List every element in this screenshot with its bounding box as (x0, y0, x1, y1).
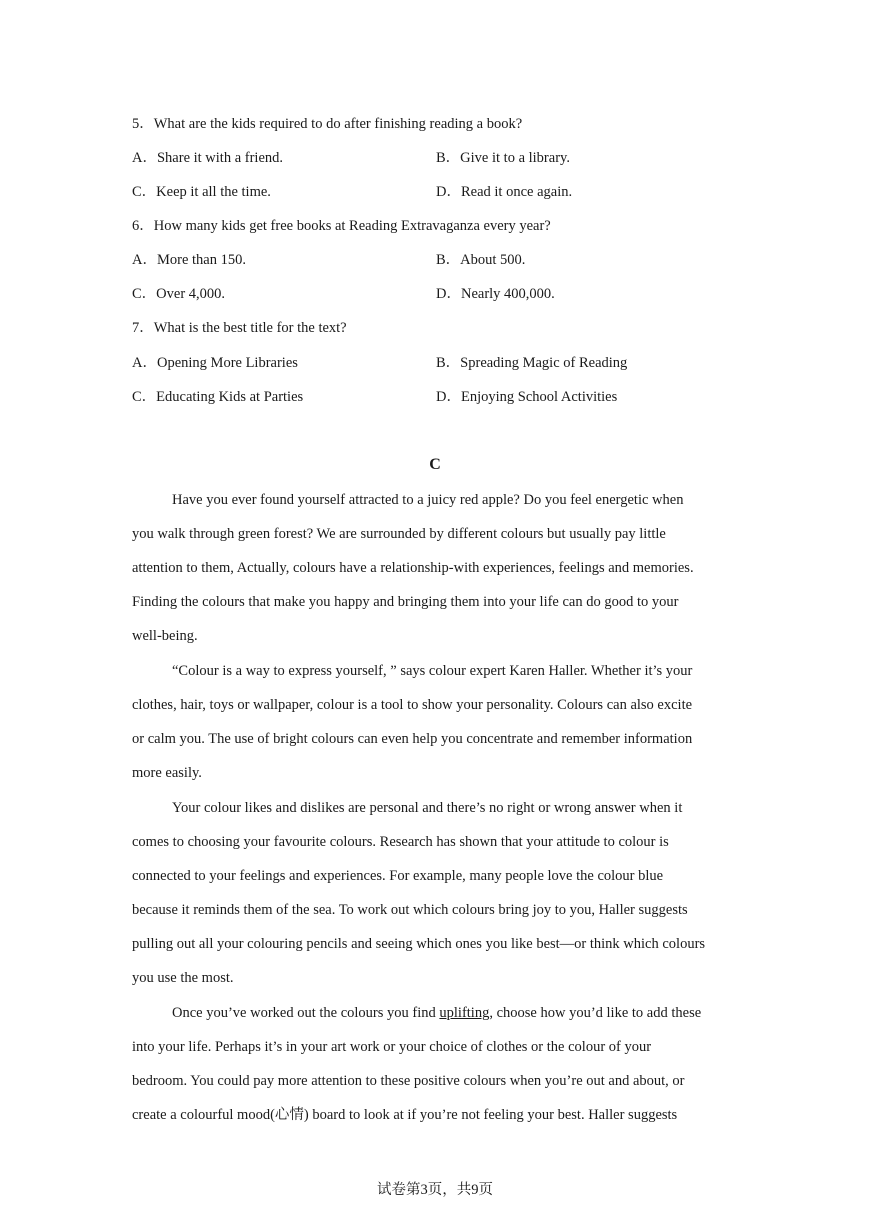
text-run: , choose how you’d like to add these (489, 1005, 702, 1021)
option-text: Opening More Libraries (156, 355, 298, 371)
paragraph-line: bedroom. You could pay more attention to these positive colours when you’re out and about, or (132, 1073, 685, 1089)
question-7 (132, 319, 347, 337)
section-heading: C (429, 456, 441, 473)
option-5a (132, 149, 283, 167)
option-letter: A． (132, 150, 157, 166)
question-6 (132, 217, 551, 235)
option-7c (132, 388, 303, 406)
text-run: Once you’ve worked out the colours you find (172, 1005, 440, 1021)
paragraph-line: pulling out all your colouring pencils and seeing which ones you like best—or think which colours (132, 936, 706, 952)
underlined-word: uplifting (439, 1005, 490, 1021)
option-7d (436, 388, 617, 406)
option-7a (132, 354, 298, 372)
option-text: Over 4,000. (156, 286, 226, 302)
option-6b (436, 251, 525, 269)
question-text: What is the best title for the text? (153, 320, 347, 336)
option-letter: C． (132, 286, 157, 302)
paragraph-line: connected to your feelings and experiences. For example, many people love the colour blue (132, 868, 664, 884)
option-5b (436, 149, 570, 167)
paragraph-line: Your colour likes and dislikes are personal and there’s no right or wrong answer when it (172, 800, 683, 816)
paragraph-line: you walk through green forest? We are surrounded by different colours but usually pay little (132, 526, 666, 542)
option-text: Give it to a library. (460, 150, 570, 166)
option-text: Educating Kids at Parties (156, 389, 304, 405)
option-letter: C． (132, 184, 157, 200)
option-text: Share it with a friend. (156, 150, 284, 166)
paragraph-line: create a colourful mood(心情) board to look at if you’re not feeling your best. Haller suggests (132, 1107, 678, 1123)
question-5 (132, 115, 522, 133)
question-number: 7． (132, 320, 154, 336)
option-7b (436, 354, 627, 372)
option-6a (132, 251, 246, 269)
paragraph-line: well-being. (132, 628, 198, 644)
page-footer: 试卷第3页，共9页 (377, 1182, 493, 1198)
paragraph-line: comes to choosing your favourite colours. Research has shown that your attitude to colour is (132, 834, 669, 850)
option-6d (436, 285, 555, 303)
paragraph-line: “Colour is a way to express yourself, ” says colour expert Karen Haller. Whether it’s your (172, 663, 693, 679)
option-letter: D． (436, 184, 461, 200)
option-text: Spreading Magic of Reading (460, 355, 628, 371)
paragraph-line: into your life. Perhaps it’s in your art work or your choice of clothes or the colour of your (132, 1039, 652, 1055)
question-text: How many kids get free books at Reading Extravaganza every year? (153, 218, 551, 234)
option-6c (132, 285, 225, 303)
option-letter: B． (436, 252, 461, 268)
question-text: What are the kids required to do after finishing reading a book? (153, 116, 523, 132)
option-5c (132, 183, 271, 201)
option-text: Read it once again. (460, 184, 573, 200)
paragraph-line: because it reminds them of the sea. To work out which colours bring joy to you, Haller suggests (132, 902, 688, 918)
option-5d (436, 183, 572, 201)
option-text: More than 150. (156, 252, 246, 268)
option-text: Keep it all the time. (156, 184, 271, 200)
paragraph-line: Finding the colours that make you happy and bringing them into your life can do good to your (132, 594, 679, 610)
option-text: Enjoying School Activities (460, 389, 618, 405)
option-text: About 500. (460, 252, 526, 268)
option-letter: A． (132, 355, 157, 371)
paragraph-line: Have you ever found yourself attracted to a juicy red apple? Do you feel energetic when (172, 492, 684, 508)
option-letter: B． (436, 150, 461, 166)
option-letter: A． (132, 252, 157, 268)
paragraph-line: attention to them, Actually, colours have a relationship-with experiences, feelings and memories. (132, 560, 694, 576)
paragraph-line (172, 1004, 701, 1022)
paragraph-line: you use the most. (132, 970, 234, 986)
option-letter: D． (436, 389, 461, 405)
paragraph-line: more easily. (132, 765, 202, 781)
paragraph-line: or calm you. The use of bright colours can even help you concentrate and remember information (132, 731, 693, 747)
question-number: 6． (132, 218, 154, 234)
question-number: 5． (132, 116, 154, 132)
paragraph-line: clothes, hair, toys or wallpaper, colour is a tool to show your personality. Colours can also excite (132, 697, 693, 713)
option-text: Nearly 400,000. (460, 286, 555, 302)
option-letter: D． (436, 286, 461, 302)
option-letter: C． (132, 389, 157, 405)
option-letter: B． (436, 355, 461, 371)
